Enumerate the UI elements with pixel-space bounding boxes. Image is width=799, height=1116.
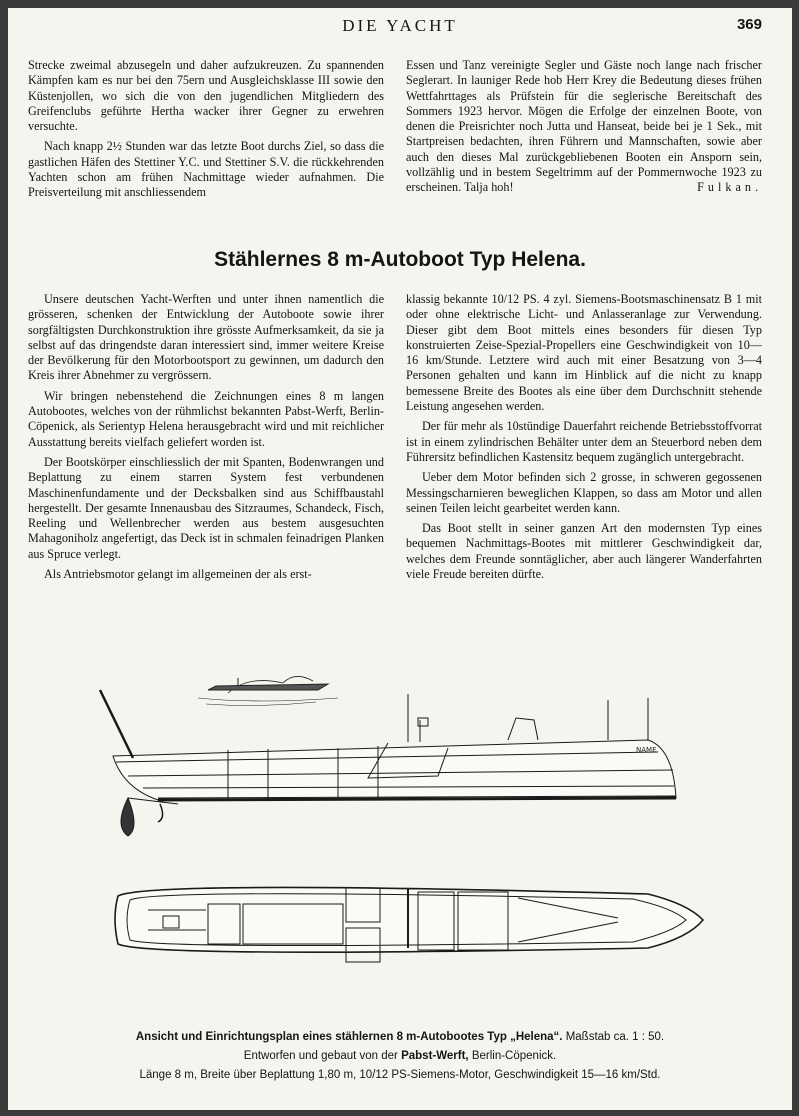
caption-scale: Maßstab ca. 1 : 50. [565, 1031, 665, 1043]
paragraph: Unsere deutschen Yacht-Werften und unter ihnen namentlich die grösseren, schenken der Entwicklung der Autoboote sowie ihrer sorgfältigsten Durchkonstruktion ihre grösste Aufmerksamkeit, da sie ja selbst auf das dringendste daran interessiert sind, immer weitere Kreise der Bevölkerung für den Motorbootsport zu gewinnen, um dadurch den Kreis ihrer Abnehmer zu vergrössern. [28, 292, 384, 383]
previous-article-left-column [28, 58, 384, 206]
previous-article-right-column [406, 58, 762, 201]
page-number: 369 [736, 16, 762, 33]
paragraph: Das Boot stellt in seiner ganzen Art den modernsten Typ eines bequemen Nachmittags-Bootes mit mittlerer Geschwindigkeit dar, welches dem Freunde sonntäglicher, aber auch längerer Wanderfahrten viele Freude bereiten dürfte. [406, 521, 762, 582]
boat-sketch [198, 676, 338, 705]
paragraph [406, 58, 762, 196]
paragraph: Ueber dem Motor befinden sich 2 grosse, in schweren gegossenen Messingscharnieren beweglichen Klappen, so dass am Motor und allen seinen Teilen leicht gearbeitet werden kann. [406, 470, 762, 515]
figure-caption [8, 1028, 792, 1085]
caption-place: Berlin-Cöpenick. [471, 1050, 557, 1062]
paragraph: Der für mehr als 10stündige Dauerfahrt reichende Betriebsstoffvorrat ist in einem zylindrischen Behälter unter dem an Steuerbord neben dem Führersitz befindlichen Kastensitz bequem zugänglich untergebracht. [406, 419, 762, 464]
running-title: DIE YACHT [342, 16, 458, 35]
paragraph: Wir bringen nebenstehend die Zeichnungen eines 8 m langen Autobootes, welches von der rühmlichst bekannten Pabst-Werft, Berlin-Cöpenick, als Serientyp Helena herausgebracht wird und mit reichlicher Ausstattung bereits vielfach geliefert worden ist. [28, 388, 384, 449]
caption-designer-prefix: Entworfen und gebaut von der [243, 1050, 398, 1062]
side-elevation [100, 690, 676, 836]
paragraph: klassig bekannte 10/12 PS. 4 zyl. Siemens-Bootsmaschinensatz B 1 mit oder ohne elektrische Licht- und Anlasseranlage zur Verwendung. Dieser gibt dem Boot mittels eines besonders für diesen Typ konstruierten Zeise-Spezial-Propellers eine Geschwindigkeit von 10—16 km/Stunde. Letztere wird auch mit einer Besatzung von 3—4 Personen gehalten und kann im Hinblick auf die nicht zu knapp bemessene Breite des Bootes als eine über dem Durchschnitt stehende Leistung angesehen werden. [406, 292, 762, 414]
caption-line-1 [8, 1028, 792, 1047]
author-signature: Fulkan. [697, 180, 762, 195]
paragraph: Nach knapp 2½ Stunden war das letzte Boot durchs Ziel, so dass die gastlichen Häfen des Stettiner Y.C. und Stettiner S.V. die rückkehrenden Yachten schon am frühen Nachmittage wieder aufnahmen. Die Preisverteilung mit anschliessendem [28, 139, 384, 200]
caption-line-2 [8, 1047, 792, 1066]
deck-plan [115, 887, 703, 962]
paragraph: Als Antriebsmotor gelangt im allgemeinen der als erst- [44, 567, 312, 582]
caption-title: Ansicht und Einrichtungsplan eines stählernen 8 m-Autobootes Typ „Helena“. [135, 1031, 563, 1043]
bow-name-label: NAME [636, 746, 657, 754]
boat-drawing [88, 648, 708, 1018]
article-left-column [28, 292, 384, 587]
caption-firm: Pabst-Werft, [401, 1050, 469, 1062]
article-right-column [406, 292, 762, 587]
paragraph: Der Bootskörper einschliesslich der mit Spanten, Bodenwrangen und Beplattung zu einem starren System fest verbundenen Maschinenfundamente und der Decksbalken sind aus Schiffbaustahl hergestellt. Der gesamte Innenausbau des Sitzraumes, Schandeck, Fisch, Reeling und Wellenbrecher werden aus bestem ausgesuchten Mahagoniholz angefertigt, das Deck ist in schmalen feinadrigen Planken aus Spruce verlegt. [28, 454, 384, 561]
paragraph: Strecke zweimal abzusegeln und daher aufzukreuzen. Zu spannenden Kämpfen kam es nur bei den 75ern und Ausgleichsklasse III sowie den Küstenjollen, wo sich die von den jugendlichen Mitgliedern des Greifenclubs geführte Hertha wacker ihrer Gegner zu erwehren versuchte. [28, 58, 384, 134]
paragraph-text: Essen und Tanz vereinigte Segler und Gäste noch lange nach frischer Seglerart. In launiger Rede hob Herr Krey die Bedeutung dieses frühen Wettfahrttages als Prüfstein für die seglerische Bereitschaft des Sommers 1923 hervor. Mögen die Erfolge der einzelnen Boote, von denen die Preisrichter noch Jutta und Hanseat, beide bei je 1 Sek., mit Startpreisen bedachten, ihren Führern und Mannschaften, sowie aber auch den dieses Mal zurückgebliebenen Booten ein Ansporn sein, vollzählig und in bestem Segeltrimm auf der Pommernwoche 1923 zu erscheinen. Talja hoh! [406, 58, 762, 195]
article-title: Stählernes 8 m-Autoboot Typ Helena. [214, 248, 586, 271]
magazine-page [8, 8, 792, 1110]
running-head [8, 12, 792, 40]
caption-line-3: Länge 8 m, Breite über Beplattung 1,80 m, 10/12 PS-Siemens-Motor, Geschwindigkeit 15—16 km/Std. [139, 1069, 661, 1081]
